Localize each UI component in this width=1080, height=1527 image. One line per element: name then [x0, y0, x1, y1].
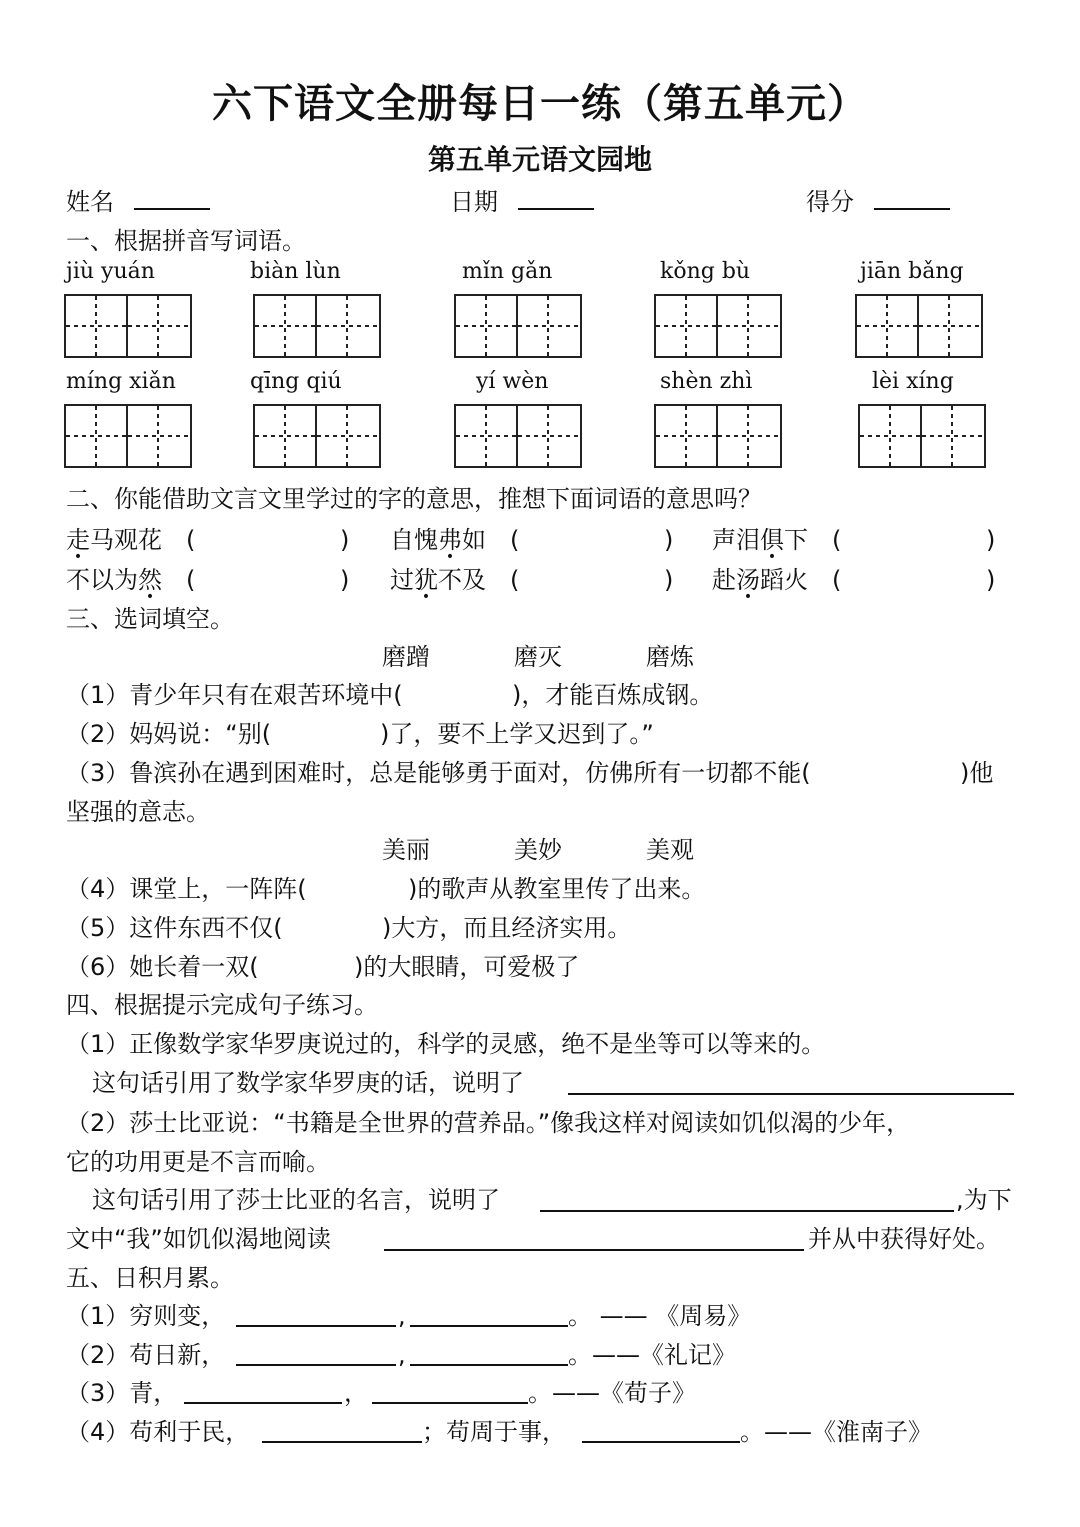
- tianzi-grid[interactable]: [253, 294, 381, 358]
- score-field[interactable]: [806, 186, 952, 217]
- question-5-4-a: （4）苟利于民，: [66, 1418, 250, 1446]
- answer-line[interactable]: [184, 1402, 342, 1404]
- question-4-1: （1）正像数学家华罗庚说过的，科学的灵感，绝不是坐等可以等来的。: [66, 1030, 826, 1058]
- question-3-5-a: （5）这件东西不仅(: [66, 914, 283, 942]
- question-3-1-a: （1）青少年只有在艰苦环境中(: [66, 681, 403, 709]
- question-3-4-b: )的歌声从教室里传了出来。: [408, 875, 706, 903]
- page-subtitle: 第五单元语文园地: [427, 143, 652, 176]
- question-4-2-f: 并从中获得好处。: [808, 1225, 1000, 1253]
- idiom-item: 赴汤蹈火: [712, 566, 808, 594]
- answer-line[interactable]: [236, 1364, 396, 1366]
- date-field[interactable]: [450, 186, 596, 217]
- question-5-2-c: 。——《礼记》: [568, 1341, 736, 1369]
- comma: ,: [398, 1302, 406, 1330]
- open-paren: (: [186, 526, 196, 554]
- tianzi-grid[interactable]: [654, 294, 782, 358]
- score-blank[interactable]: [874, 186, 950, 210]
- question-3-3-c: 坚强的意志。: [66, 798, 210, 826]
- pinyin-6: míng xiǎn: [66, 369, 176, 394]
- question-5-1-c: 。 —— 《周易》: [568, 1302, 752, 1330]
- tianzi-grid[interactable]: [64, 404, 192, 468]
- word-option: 美丽: [382, 836, 430, 864]
- open-paren: (: [186, 566, 196, 594]
- idiom-item: 不以为然: [66, 566, 162, 594]
- pinyin-7: qīng qiú: [250, 369, 342, 394]
- question-3-2-a: （2）妈妈说：“别(: [66, 720, 272, 748]
- answer-line[interactable]: [540, 1210, 954, 1212]
- question-5-3-c: 。——《荀子》: [528, 1379, 696, 1407]
- idiom-item: 过犹不及: [390, 566, 486, 594]
- question-4-2-b: 它的功用更是不言而喻。: [66, 1148, 330, 1176]
- pinyin-8: yí wèn: [476, 369, 549, 394]
- name-field[interactable]: [66, 186, 212, 217]
- pinyin-5: jiān bǎng: [860, 259, 964, 284]
- close-paren: ): [986, 526, 996, 554]
- open-paren: (: [510, 526, 520, 554]
- question-5-3-a: （3）青，: [66, 1379, 178, 1407]
- open-paren: (: [832, 526, 842, 554]
- name-label: 姓名: [66, 188, 114, 216]
- idiom-item: 走马观花: [66, 526, 162, 554]
- tianzi-grid[interactable]: [454, 404, 582, 468]
- question-5-4-c: 。——《淮南子》: [740, 1418, 932, 1446]
- answer-line[interactable]: [372, 1402, 528, 1404]
- open-paren: (: [832, 566, 842, 594]
- open-paren: (: [510, 566, 520, 594]
- comma: ，: [344, 1379, 368, 1407]
- answer-line[interactable]: [236, 1325, 396, 1327]
- question-3-2-b: )了，要不上学又迟到了。”: [380, 720, 654, 748]
- question-4-2-d: ,为下: [956, 1186, 1012, 1214]
- answer-line[interactable]: [568, 1093, 1014, 1095]
- question-5-2-a: （2）苟日新，: [66, 1341, 226, 1369]
- section4-heading: 四、根据提示完成句子练习。: [66, 991, 378, 1019]
- question-3-4-a: （4）课堂上，一阵阵(: [66, 875, 307, 903]
- pinyin-9: shèn zhì: [660, 369, 753, 394]
- page-title: 六下语文全册每日一练（第五单元）: [212, 81, 868, 127]
- question-3-5-b: )大方，而且经济实用。: [382, 914, 632, 942]
- word-option: 磨蹭: [382, 643, 430, 671]
- question-4-2-c: 这句话引用了莎士比亚的名言，说明了: [92, 1186, 500, 1214]
- tianzi-grid[interactable]: [654, 404, 782, 468]
- question-4-2: （2）莎士比亚说：“书籍是全世界的营养品。”像我这样对阅读如饥似渴的少年，: [66, 1109, 911, 1137]
- section3-heading: 三、选词填空。: [66, 605, 234, 633]
- idiom-item: 声泪俱下: [712, 526, 808, 554]
- question-5-1-a: （1）穷则变，: [66, 1302, 226, 1330]
- question-3-6-b: )的大眼睛，可爱极了: [354, 953, 580, 981]
- date-label: 日期: [450, 188, 498, 216]
- answer-line[interactable]: [410, 1364, 568, 1366]
- question-3-3-b: )他: [960, 759, 994, 787]
- section5-heading: 五、日积月累。: [66, 1264, 234, 1292]
- question-5-4-b: ；苟周于事，: [422, 1418, 566, 1446]
- answer-line[interactable]: [262, 1441, 422, 1443]
- answer-line[interactable]: [384, 1249, 804, 1251]
- tianzi-grid[interactable]: [858, 404, 986, 468]
- question-3-1-b: )，才能百炼成钢。: [512, 681, 714, 709]
- word-option: 美妙: [514, 836, 562, 864]
- question-4-1-b: 这句话引用了数学家华罗庚的话，说明了: [92, 1069, 524, 1097]
- comma: ,: [398, 1341, 406, 1369]
- section2-heading: 二、你能借助文言文里学过的字的意思，推想下面词语的意思吗？: [66, 485, 762, 513]
- tianzi-grid[interactable]: [855, 294, 983, 358]
- tianzi-grid[interactable]: [253, 404, 381, 468]
- answer-line[interactable]: [410, 1325, 568, 1327]
- word-option: 磨灭: [514, 643, 562, 671]
- section1-heading: 一、根据拼音写词语。: [66, 227, 306, 255]
- idiom-item: 自愧弗如: [390, 526, 486, 554]
- date-blank[interactable]: [518, 186, 594, 210]
- tianzi-grid[interactable]: [64, 294, 192, 358]
- close-paren: ): [340, 566, 350, 594]
- close-paren: ): [986, 566, 996, 594]
- close-paren: ): [664, 566, 674, 594]
- close-paren: ): [664, 526, 674, 554]
- score-label: 得分: [806, 188, 854, 216]
- question-3-6-a: （6）她长着一双(: [66, 953, 259, 981]
- answer-line[interactable]: [582, 1441, 740, 1443]
- close-paren: ): [340, 526, 350, 554]
- pinyin-1: jiù yuán: [66, 259, 155, 284]
- word-option: 磨炼: [646, 643, 694, 671]
- word-option: 美观: [646, 836, 694, 864]
- pinyin-4: kǒng bù: [660, 259, 751, 284]
- tianzi-grid[interactable]: [454, 294, 582, 358]
- pinyin-3: mǐn gǎn: [462, 259, 553, 284]
- pinyin-2: biàn lùn: [250, 259, 341, 284]
- pinyin-10: lèi xíng: [872, 369, 954, 394]
- question-3-3-a: （3）鲁滨孙在遇到困难时，总是能够勇于面对，仿佛所有一切都不能(: [66, 759, 811, 787]
- question-4-2-e: 文中“我”如饥似渴地阅读: [66, 1225, 331, 1253]
- name-blank[interactable]: [134, 186, 210, 210]
